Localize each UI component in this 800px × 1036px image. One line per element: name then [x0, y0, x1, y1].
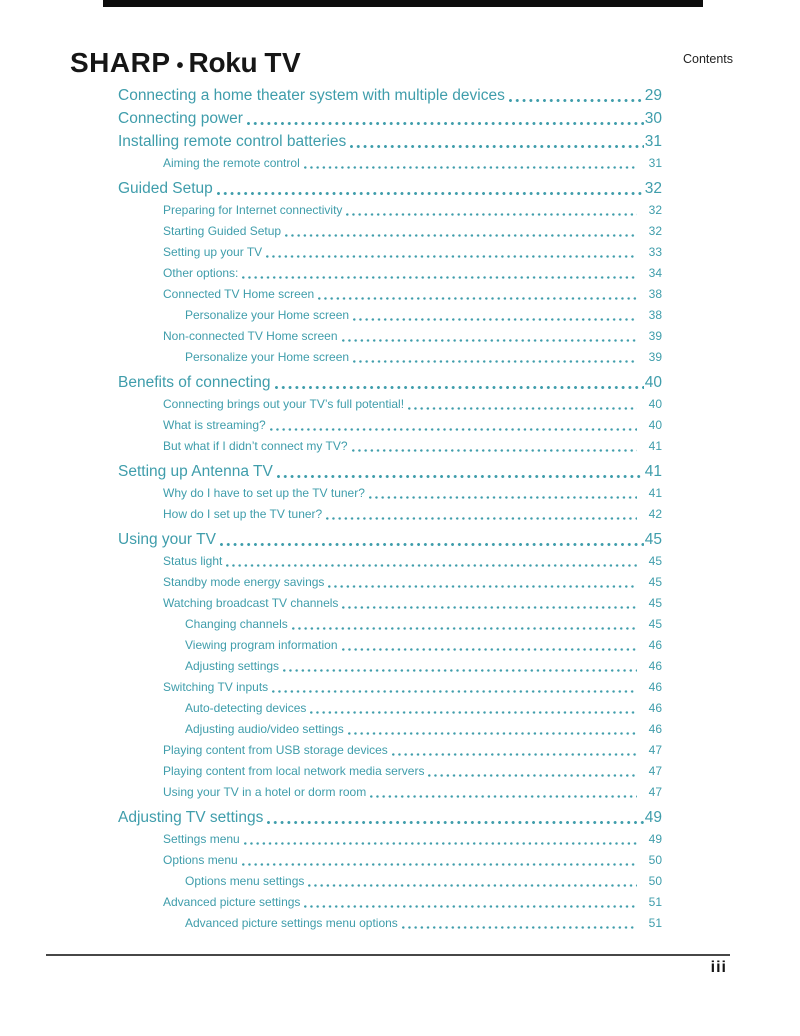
toc-entry-title: Options menu settings	[185, 874, 305, 888]
toc-entry-page: 34	[648, 266, 662, 280]
toc-entry[interactable]	[118, 347, 662, 368]
dot-leader	[270, 428, 637, 431]
toc-entry-title: Personalize your Home screen	[185, 350, 350, 364]
dot-leader	[304, 905, 637, 908]
toc-entry-title: Playing content from USB storage devices	[163, 743, 388, 757]
dot-leader	[283, 669, 637, 672]
toc-entry[interactable]	[118, 761, 662, 782]
toc-entry-page: 31	[644, 133, 662, 150]
toc-entry[interactable]	[118, 593, 662, 614]
toc-entry[interactable]	[118, 284, 662, 305]
dot-leader	[392, 753, 637, 756]
dot-leader	[275, 386, 644, 389]
toc-entry[interactable]	[118, 572, 662, 593]
dot-leader	[350, 145, 643, 148]
table-of-contents	[118, 84, 662, 934]
toc-entry-page: 49	[644, 809, 662, 826]
toc-entry-title: Adjusting audio/video settings	[185, 722, 344, 736]
toc-entry-page: 38	[648, 308, 662, 322]
dot-leader	[217, 192, 644, 195]
dot-leader	[310, 711, 637, 714]
footer-rule	[46, 954, 730, 956]
dot-leader	[346, 213, 637, 216]
toc-entry-page: 41	[644, 463, 662, 480]
toc-entry[interactable]	[118, 782, 662, 803]
brand-logo	[70, 47, 301, 79]
toc-entry[interactable]	[118, 850, 662, 871]
toc-entry-page: 33	[648, 245, 662, 259]
toc-entry[interactable]	[118, 153, 662, 174]
toc-entry-page: 45	[648, 617, 662, 631]
toc-entry[interactable]	[118, 806, 662, 829]
toc-entry[interactable]	[118, 242, 662, 263]
toc-entry-title: Setting up your TV	[163, 245, 263, 259]
dot-leader	[285, 234, 637, 237]
toc-entry[interactable]	[118, 326, 662, 347]
running-header-contents: Contents	[683, 52, 734, 66]
toc-entry-page: 32	[648, 203, 662, 217]
dot-leader	[277, 475, 644, 478]
toc-entry-page: 46	[648, 638, 662, 652]
toc-entry-page: 47	[648, 764, 662, 778]
toc-entry[interactable]	[118, 892, 662, 913]
toc-entry[interactable]	[118, 483, 662, 504]
toc-entry-page: 50	[648, 874, 662, 888]
dot-leader	[428, 774, 637, 777]
toc-entry-title: Connecting power	[118, 110, 243, 127]
dot-leader	[402, 926, 637, 929]
toc-entry-page: 46	[648, 701, 662, 715]
dot-leader	[304, 166, 637, 169]
toc-entry-page: 39	[648, 329, 662, 343]
toc-entry-title: Benefits of connecting	[118, 374, 271, 391]
toc-entry-page: 51	[648, 916, 662, 930]
toc-entry[interactable]	[118, 371, 662, 394]
toc-entry-title: Preparing for Internet connectivity	[163, 203, 343, 217]
brand-tv: TV	[264, 47, 302, 78]
toc-entry[interactable]	[118, 504, 662, 525]
dot-leader	[272, 690, 637, 693]
toc-entry-page: 50	[648, 853, 662, 867]
dot-leader	[292, 627, 637, 630]
toc-entry-title: Using your TV in a hotel or dorm room	[163, 785, 367, 799]
toc-entry-page: 30	[644, 110, 662, 127]
toc-entry-title: Options menu	[163, 853, 238, 867]
dot-leader	[328, 585, 637, 588]
toc-entry[interactable]	[118, 656, 662, 677]
scan-edge-bar	[103, 0, 703, 7]
toc-entry-page: 31	[648, 156, 662, 170]
dot-leader	[370, 795, 637, 798]
toc-entry-title: Advanced picture settings menu options	[185, 916, 398, 930]
toc-entry-title: Auto-detecting devices	[185, 701, 307, 715]
toc-entry-title: How do I set up the TV tuner?	[163, 507, 323, 521]
toc-entry-page: 40	[644, 374, 662, 391]
brand-separator-dot-icon: •	[176, 55, 184, 77]
dot-leader	[509, 99, 644, 102]
dot-leader	[226, 564, 637, 567]
toc-entry-title: Connecting brings out your TV’s full potential!	[163, 397, 405, 411]
toc-entry-title: Setting up Antenna TV	[118, 463, 273, 480]
toc-entry-title: Playing content from local network media servers	[163, 764, 425, 778]
dot-leader	[242, 863, 637, 866]
toc-entry-page: 45	[648, 575, 662, 589]
dot-leader	[342, 339, 637, 342]
dot-leader	[267, 821, 643, 824]
toc-entry-page: 45	[648, 554, 662, 568]
toc-entry[interactable]	[118, 130, 662, 153]
dot-leader	[326, 517, 637, 520]
toc-entry-page: 47	[648, 743, 662, 757]
toc-entry-title: Why do I have to set up the TV tuner?	[163, 486, 365, 500]
toc-entry[interactable]	[118, 871, 662, 892]
toc-entry-page: 32	[644, 180, 662, 197]
dot-leader	[242, 276, 637, 279]
toc-entry-page: 46	[648, 659, 662, 673]
toc-entry-page: 49	[648, 832, 662, 846]
toc-entry-title: Advanced picture settings	[163, 895, 301, 909]
toc-entry-title: Settings menu	[163, 832, 240, 846]
toc-entry-title: Watching broadcast TV channels	[163, 596, 339, 610]
toc-entry-title: Starting Guided Setup	[163, 224, 282, 238]
toc-entry[interactable]	[118, 829, 662, 850]
toc-entry[interactable]	[118, 528, 662, 551]
toc-entry-title: What is streaming?	[163, 418, 266, 432]
toc-entry[interactable]	[118, 551, 662, 572]
dot-leader	[220, 543, 644, 546]
toc-entry-page: 41	[648, 486, 662, 500]
dot-leader	[352, 449, 637, 452]
toc-entry-page: 32	[648, 224, 662, 238]
toc-entry-title: Switching TV inputs	[163, 680, 269, 694]
dot-leader	[353, 318, 637, 321]
toc-entry-title: Aiming the remote control	[163, 156, 300, 170]
toc-entry[interactable]	[118, 436, 662, 457]
toc-entry-page: 42	[648, 507, 662, 521]
toc-entry[interactable]	[118, 460, 662, 483]
dot-leader	[244, 842, 637, 845]
dot-leader	[342, 606, 637, 609]
dot-leader	[353, 360, 637, 363]
dot-leader	[348, 732, 637, 735]
dot-leader	[369, 496, 637, 499]
brand-roku: Roku	[188, 47, 258, 78]
dot-leader	[342, 648, 637, 651]
toc-entry-page: 45	[648, 596, 662, 610]
toc-entry[interactable]	[118, 107, 662, 130]
toc-entry-page: 47	[648, 785, 662, 799]
toc-entry[interactable]	[118, 305, 662, 326]
toc-entry-title: Viewing program information	[185, 638, 338, 652]
toc-entry[interactable]	[118, 614, 662, 635]
toc-entry-title: Adjusting settings	[185, 659, 280, 673]
toc-entry-title: Guided Setup	[118, 180, 213, 197]
toc-entry-title: But what if I didn’t connect my TV?	[163, 439, 348, 453]
toc-entry[interactable]	[118, 221, 662, 242]
toc-entry-title: Connected TV Home screen	[163, 287, 315, 301]
toc-entry[interactable]	[118, 913, 662, 934]
toc-entry[interactable]	[118, 415, 662, 436]
toc-entry-page: 40	[648, 397, 662, 411]
toc-entry-title: Installing remote control batteries	[118, 133, 347, 150]
dot-leader	[318, 297, 637, 300]
toc-entry[interactable]	[118, 698, 662, 719]
dot-leader	[266, 255, 637, 258]
toc-entry[interactable]	[118, 677, 662, 698]
toc-entry[interactable]	[118, 635, 662, 656]
page-number-folio: iii	[710, 959, 727, 976]
toc-entry-page: 29	[644, 87, 662, 104]
toc-entry-title: Personalize your Home screen	[185, 308, 350, 322]
toc-entry-title: Connecting a home theater system with multiple devices	[118, 87, 505, 104]
toc-entry[interactable]	[118, 719, 662, 740]
toc-entry-page: 39	[648, 350, 662, 364]
toc-entry[interactable]	[118, 84, 662, 107]
toc-entry-page: 41	[648, 439, 662, 453]
toc-entry-page: 46	[648, 722, 662, 736]
dot-leader	[247, 122, 644, 125]
toc-entry[interactable]	[118, 177, 662, 200]
toc-entry[interactable]	[118, 394, 662, 415]
toc-entry-page: 51	[648, 895, 662, 909]
toc-entry-title: Non-connected TV Home screen	[163, 329, 338, 343]
dot-leader	[308, 884, 637, 887]
toc-entry-title: Using your TV	[118, 531, 216, 548]
toc-entry-title: Other options:	[163, 266, 239, 280]
toc-entry-title: Status light	[163, 554, 223, 568]
toc-entry-page: 45	[644, 531, 662, 548]
toc-entry-page: 38	[648, 287, 662, 301]
toc-entry-title: Changing channels	[185, 617, 288, 631]
brand-sharp: SHARP	[70, 47, 171, 78]
toc-entry[interactable]	[118, 740, 662, 761]
toc-entry-page: 46	[648, 680, 662, 694]
toc-entry-page: 40	[648, 418, 662, 432]
toc-entry-title: Adjusting TV settings	[118, 809, 264, 826]
toc-entry-title: Standby mode energy savings	[163, 575, 325, 589]
dot-leader	[408, 407, 637, 410]
toc-entry[interactable]	[118, 200, 662, 221]
toc-entry[interactable]	[118, 263, 662, 284]
